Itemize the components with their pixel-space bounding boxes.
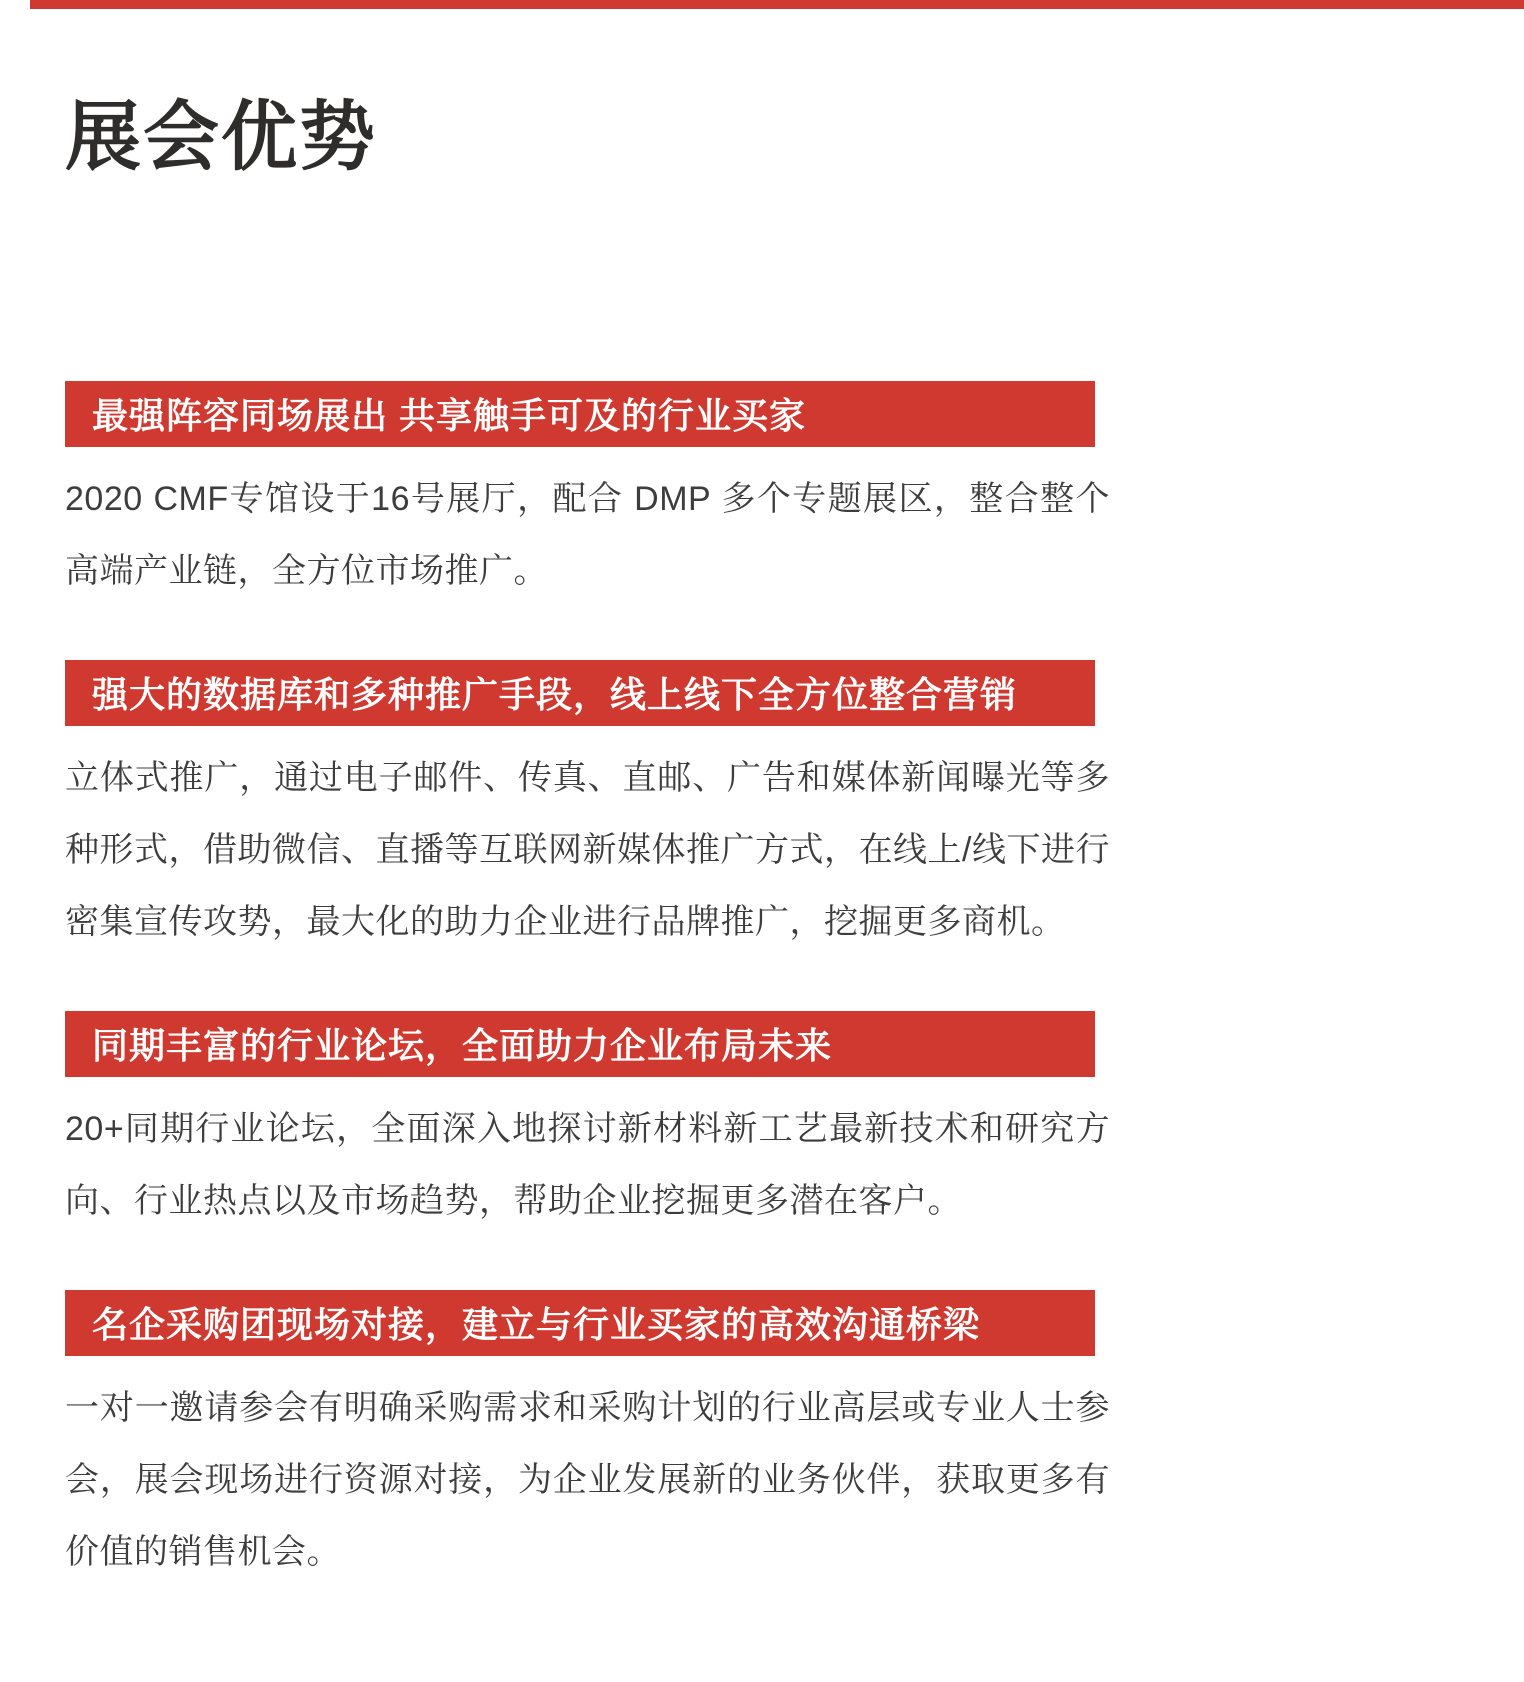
section-heading-banner xyxy=(65,381,1095,447)
advantage-section-2 xyxy=(65,660,1524,958)
section-body: 2020 CMF专馆设于16号展厅，配合 DMP 多个专题展区，整合整个高端产业链，全方位市场推广。 xyxy=(65,479,1110,590)
page-title: 展会优势 xyxy=(65,92,377,181)
section-heading-banner xyxy=(65,1290,1095,1356)
advantage-section-3 xyxy=(65,1011,1524,1237)
section-body: 20+同期行业论坛，全面深入地探讨新材料新工艺最新技术和研究方向、行业热点以及市场趋势，帮助企业挖掘更多潜在客户。 xyxy=(65,1109,1110,1220)
advantage-section-1 xyxy=(65,381,1524,607)
section-body: 一对一邀请参会有明确采购需求和采购计划的行业高层或专业人士参会，展会现场进行资源对接，为企业发展新的业务伙伴，获取更多有价值的销售机会。 xyxy=(65,1388,1110,1571)
section-heading-banner xyxy=(65,660,1095,726)
section-body: 立体式推广，通过电子邮件、传真、直邮、广告和媒体新闻曝光等多种形式，借助微信、直播等互联网新媒体推广方式，在线上/线下进行密集宣传攻势，最大化的助力企业进行品牌推广，挖掘更多商机。 xyxy=(65,758,1110,941)
section-heading-banner xyxy=(65,1011,1095,1077)
top-accent-bar xyxy=(30,0,1524,9)
advantage-section-4 xyxy=(65,1290,1524,1588)
section-heading: 最强阵容同场展出 共享触手可及的行业买家 xyxy=(92,395,807,437)
section-heading: 强大的数据库和多种推广手段，线上线下全方位整合营销 xyxy=(92,674,1018,716)
section-heading: 名企采购团现场对接，建立与行业买家的高效沟通桥梁 xyxy=(92,1304,981,1346)
section-heading: 同期丰富的行业论坛，全面助力企业布局未来 xyxy=(92,1025,833,1067)
